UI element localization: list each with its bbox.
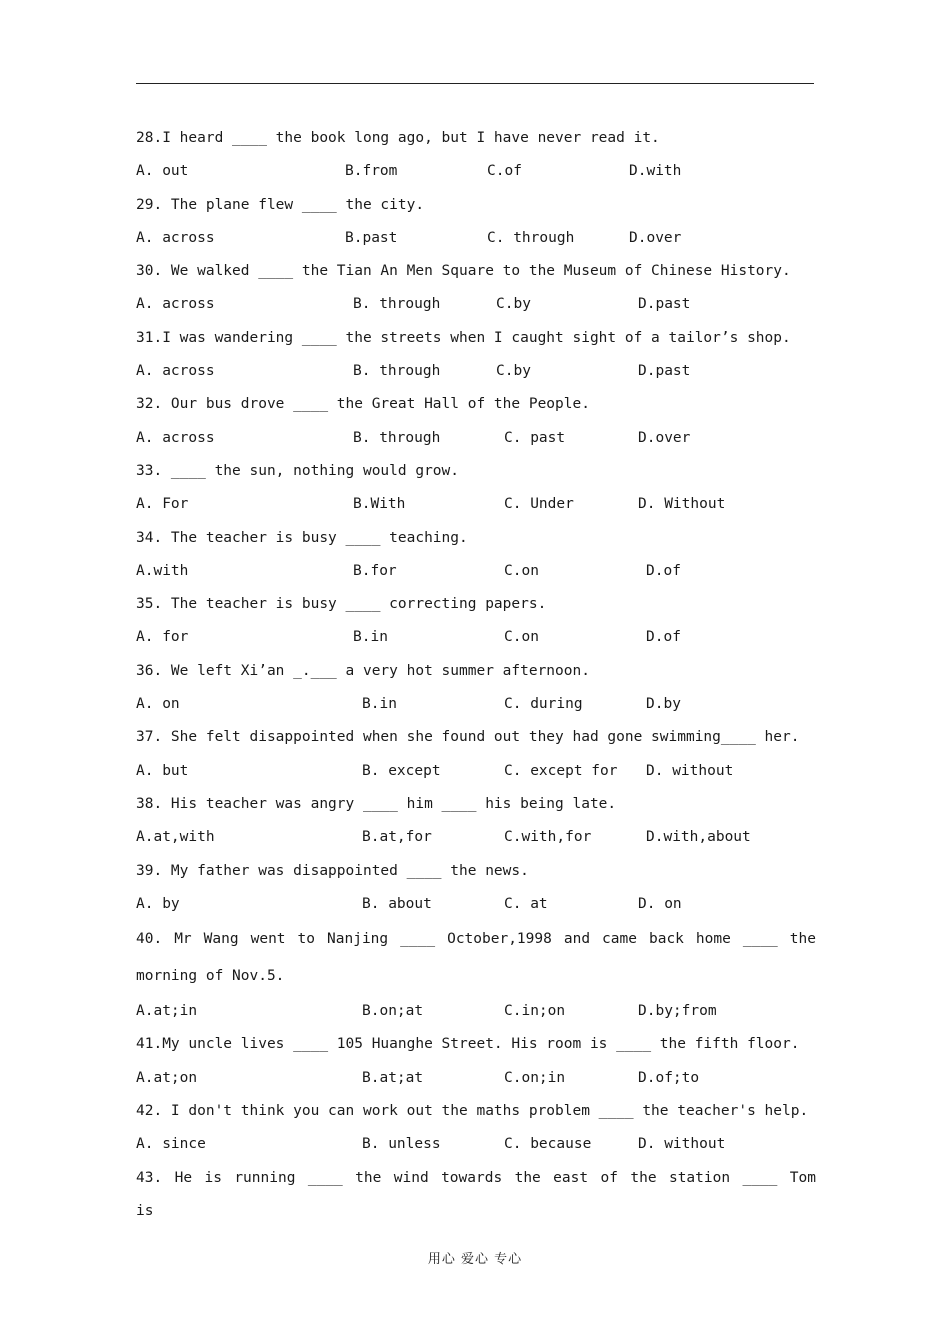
options-28 — [136, 155, 816, 188]
option-d: D.of — [646, 562, 681, 579]
option-c: C.of — [487, 163, 522, 180]
question-28: 28.I heard ____ the book long ago, but I have never read it. — [136, 130, 660, 146]
option-a: A.with — [136, 562, 189, 579]
option-b: B. through — [353, 429, 441, 446]
option-c: C. past — [504, 429, 566, 446]
option-c: C.in;on — [504, 1003, 566, 1020]
option-d: D.with — [629, 163, 682, 180]
options-37 — [136, 755, 816, 788]
page-footer: 用心 爱心 专心 — [427, 1252, 523, 1267]
question-35: 35. The teacher is busy ____ correcting papers. — [136, 596, 547, 613]
option-b: B. through — [353, 363, 441, 380]
question-31: 31.I was wandering ____ the streets when I caught sight of a tailor’s shop. — [136, 329, 791, 346]
option-d: D.of — [646, 629, 681, 646]
option-a: A. for — [136, 629, 189, 646]
question-37: 37. She felt disappointed when she found out they had gone swimming____ her. — [136, 729, 800, 746]
header-rule — [136, 83, 814, 84]
option-b: B.in — [362, 696, 397, 713]
option-b: B.at,for — [362, 829, 432, 846]
option-c: C.by — [496, 363, 531, 380]
option-a: A. across — [136, 363, 215, 380]
option-c: C. at — [504, 895, 548, 912]
option-c: C. during — [504, 696, 583, 713]
question-29: 29. The plane flew ____ the city. — [136, 196, 425, 213]
option-c: C.on;in — [504, 1069, 566, 1086]
option-d: D.by;from — [638, 1003, 717, 1020]
option-b: B. except — [362, 762, 441, 779]
option-b: B.past — [345, 229, 398, 246]
option-b: B.With — [353, 496, 406, 513]
question-34: 34. The teacher is busy ____ teaching. — [136, 529, 468, 546]
option-b: B. unless — [362, 1136, 441, 1153]
option-d: D. without — [638, 1136, 726, 1153]
option-a: A. across — [136, 296, 215, 313]
options-36 — [136, 688, 816, 721]
option-b: B.at;at — [362, 1069, 424, 1086]
question-42: 42. I don't think you can work out the maths problem ____ the teacher's help. — [136, 1103, 809, 1120]
options-33 — [136, 488, 816, 521]
option-d: D.past — [638, 363, 691, 380]
question-33: 33. ____ the sun, nothing would grow. — [136, 462, 460, 479]
option-b: B.on;at — [362, 1003, 424, 1020]
option-d: D.by — [646, 696, 681, 713]
question-list — [136, 122, 816, 1219]
question-43: 43. He is running ____ the wind towards the east of the station ____ Tom is — [136, 1169, 816, 1219]
options-34 — [136, 555, 816, 588]
option-c: C.by — [496, 296, 531, 313]
option-a: A. since — [136, 1136, 206, 1153]
option-a: A. out — [136, 163, 189, 180]
option-c: C. through — [487, 229, 575, 246]
options-42 — [136, 1128, 816, 1161]
options-40 — [136, 995, 816, 1028]
option-a: A. across — [136, 229, 215, 246]
option-b: B.for — [353, 562, 397, 579]
option-c: C. Under — [504, 496, 574, 513]
option-d: D. Without — [638, 496, 726, 513]
question-39: 39. My father was disappointed ____ the news. — [136, 862, 529, 879]
options-41 — [136, 1062, 816, 1095]
option-b: B.in — [353, 629, 388, 646]
option-a: A.at;on — [136, 1069, 198, 1086]
question-41: 41.My uncle lives ____ 105 Huanghe Street. His room is ____ the fifth floor. — [136, 1036, 800, 1053]
question-38: 38. His teacher was angry ____ him ____ his being late. — [136, 795, 617, 812]
option-a: A. but — [136, 762, 189, 779]
options-29 — [136, 222, 816, 255]
option-d: D. on — [638, 895, 682, 912]
option-a: A. For — [136, 496, 189, 513]
option-d: D. without — [646, 762, 734, 779]
options-30 — [136, 288, 816, 321]
question-32: 32. Our bus drove ____ the Great Hall of the People. — [136, 396, 590, 413]
question-36: 36. We left Xi’an _.___ a very hot summer afternoon. — [136, 662, 590, 679]
option-c: C. because — [504, 1136, 592, 1153]
question-30: 30. We walked ____ the Tian An Men Square to the Museum of Chinese History. — [136, 263, 791, 280]
option-a: A. on — [136, 696, 180, 713]
option-d: D.over — [638, 429, 691, 446]
question-40: 40. Mr Wang went to Nanjing ____ October,1998 and came back home ____ the morning of Nov.5. — [136, 931, 816, 985]
option-c: C.with,for — [504, 829, 592, 846]
option-d: D.over — [629, 229, 682, 246]
option-c: C.on — [504, 629, 539, 646]
option-d: D.with,about — [646, 829, 751, 846]
option-d: D.of;to — [638, 1069, 700, 1086]
options-39 — [136, 888, 816, 921]
option-a: A. across — [136, 429, 215, 446]
options-32 — [136, 422, 816, 455]
option-c: C.on — [504, 562, 539, 579]
option-a: A. by — [136, 895, 180, 912]
option-a: A.at;in — [136, 1003, 198, 1020]
option-c: C. except for — [504, 762, 618, 779]
option-b: B. about — [362, 895, 432, 912]
options-38 — [136, 821, 816, 854]
option-b: B.from — [345, 163, 398, 180]
option-a: A.at,with — [136, 829, 215, 846]
option-b: B. through — [353, 296, 441, 313]
options-31 — [136, 355, 816, 388]
options-35 — [136, 621, 816, 654]
option-d: D.past — [638, 296, 691, 313]
